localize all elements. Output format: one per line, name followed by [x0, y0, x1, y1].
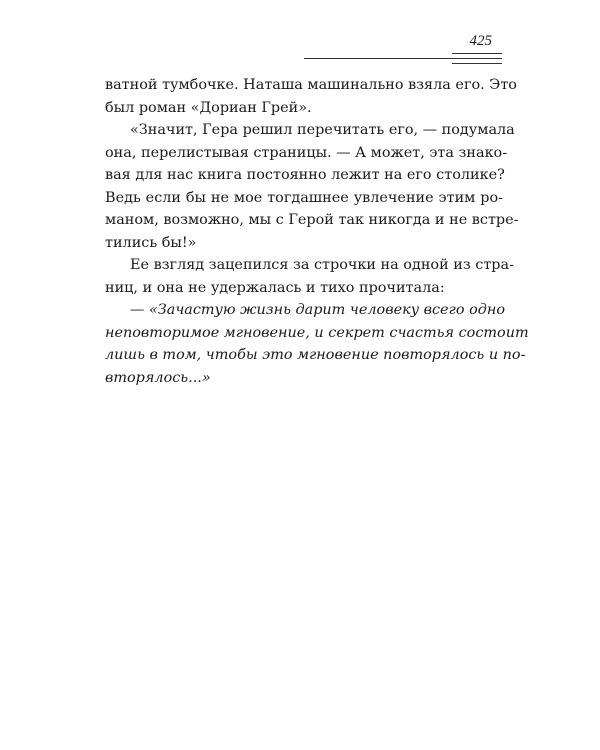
text-line: неповторимое мгновение, и секрет счастья состоит — [105, 324, 529, 341]
header-rule-bottom — [452, 63, 502, 64]
text-line: ватной тумбочке. Наташа машинально взяла его. Это — [105, 77, 517, 93]
paragraph — [105, 254, 514, 299]
header-rule-top — [452, 53, 502, 54]
text-line: она, перелистывая страницы. — А может, эта знако- — [105, 144, 508, 161]
text-line: вая для нас книга постоянно лежит на его столике? — [105, 167, 505, 183]
paragraph — [105, 119, 519, 254]
text-line: маном, возможно, мы с Герой так никогда и не встре- — [105, 212, 519, 228]
text-line: Ее взгляд зацепился за строчки на одной из стра- — [130, 257, 514, 273]
quote-paragraph — [105, 299, 529, 389]
paragraph — [105, 74, 517, 119]
text-line: Ведь если бы не мое тогдашнее увлечение этим ро- — [105, 189, 503, 206]
text-line: лишь в том, чтобы это мгновение повторялось и по- — [105, 347, 526, 363]
page-number: 425 — [469, 33, 492, 49]
text-line: ниц, и она не удержалась и тихо прочитала: — [105, 279, 445, 296]
text-line: «Значит, Гера решил перечитать его, — подумала — [130, 122, 515, 138]
text-line: вторялось...» — [105, 369, 211, 386]
text-line: был роман «Дориан Грей». — [105, 99, 312, 116]
body-text — [105, 74, 529, 389]
text-line: — «Зачастую жизнь дарит человеку всего одно — [130, 302, 505, 318]
page-header — [304, 32, 502, 68]
header-rule-middle — [304, 58, 502, 59]
text-line: тились бы!» — [105, 234, 197, 251]
